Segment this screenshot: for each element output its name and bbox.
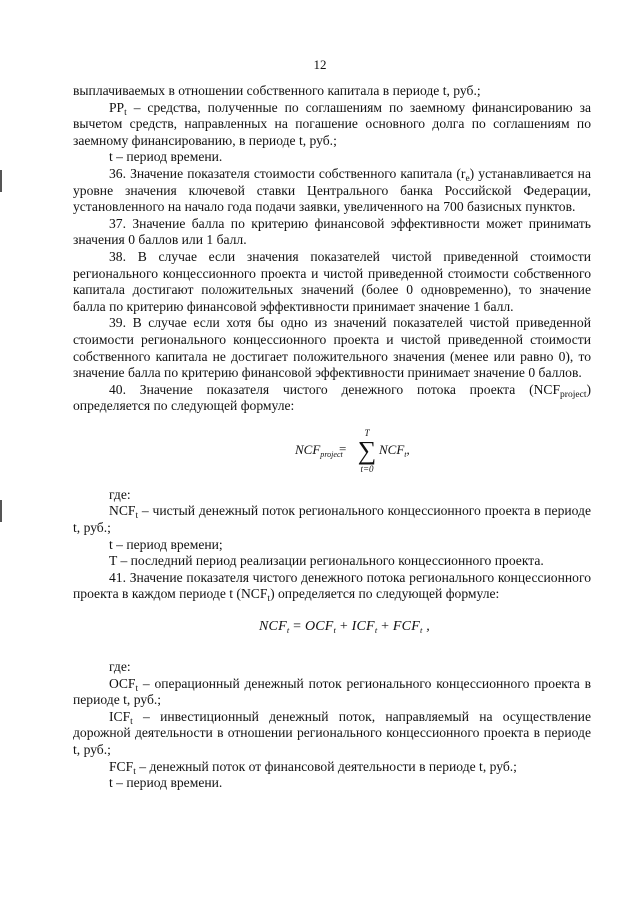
document-body xyxy=(73,83,591,792)
paragraph-38: 38. В случае если значения показателей чистой приведенной стоимости регионального концессионного проекта и чистой приведенной стоимости собственного капитала достигают положительных значений (более 0 одновременно), то значение балла по критерию финансовой эффективности принимает значение 1 балл. xyxy=(73,248,591,314)
page-number: 12 xyxy=(313,57,327,72)
paragraph-ncf-definition: $NCF_t$ – чистый денежный поток регионального концессионного проекта в периоде t, руб.; xyxy=(73,503,591,536)
paragraph-37: 37. Значение балла по критерию финансовой эффективности может принимать значения 0 баллов или 1 балл. xyxy=(73,215,591,248)
formula-ncf-project xyxy=(73,415,591,487)
formula-rhs: $NCF_t$, xyxy=(379,441,410,459)
paragraph-t-definition: t – период времени; xyxy=(109,536,223,552)
where-label: где: xyxy=(109,659,131,675)
sum-symbol: T ∑ t=0 xyxy=(357,427,377,474)
paragraph-fcf-definition: $FCF_t$ – денежный поток от финансовой деятельности в периоде t, руб.; xyxy=(109,758,517,777)
formula-lhs: $NCF_{project}$ xyxy=(295,441,343,459)
formula-ncf-t xyxy=(73,603,591,659)
paragraph-pp-definition: $PP_t$ – средства, полученные по соглашениям по заемному финансированию за вычетом средств, направленных на погашение основного долга по соглашениям по заемному финансированию, в периоде t, руб.; xyxy=(73,99,591,148)
paragraph-t-definition: t – период времени. xyxy=(109,149,223,165)
scan-edge-mark xyxy=(0,170,2,192)
paragraph-41: 41. Значение показателя чистого денежного потока регионального концессионного проекта в каждом периоде t $(NCF_t)$ определяется по следующей формуле: xyxy=(73,569,591,605)
paragraph-40: 40. Значение показателя чистого денежного потока проекта $(NCF_{project})$ определяется по следующей формуле: xyxy=(73,381,591,414)
where-label: где: xyxy=(109,486,131,502)
paragraph-t-definition: t – период времени. xyxy=(109,775,223,791)
paragraph-36: 36. Значение показателя стоимости собственного капитала $(r_e)$ устанавливается на уровне значения ключевой ставки Центрального банка Российской Федерации, установленного на начало года подачи заявки, увеличенного на 700 базисных пунктов. xyxy=(73,165,591,215)
formula-equals: = xyxy=(339,440,347,456)
formula-expression: $NCF_t = OCF_t + ICF_t + FCF_t$ , xyxy=(259,619,430,636)
paragraph-continuation: выплачиваемых в отношении собственного капитала в периоде t, руб.; xyxy=(73,83,481,98)
paragraph-ocf-definition: $OCF_t$ – операционный денежный поток регионального концессионного проекта в периоде t, руб.; xyxy=(73,675,591,708)
paragraph-icf-definition: $ICF_t$ – инвестиционный денежный поток, направляемый на осуществление дорожной деятельности в отношении регионального концессионного проекта в периоде t, руб.; xyxy=(73,708,591,757)
scan-edge-mark xyxy=(0,500,2,522)
paragraph-39: 39. В случае если хотя бы одно из значений показателей чистой приведенной стоимости регионального концессионного проекта и чистой приведенной стоимости собственного капитала не достигает положительного значения (менее или равно 0), то значение балла по критерию финансовой эффективности принимает значение 0 баллов. xyxy=(73,315,591,381)
paragraph-T-definition: T – последний период реализации регионального концессионного проекта. xyxy=(109,553,544,569)
